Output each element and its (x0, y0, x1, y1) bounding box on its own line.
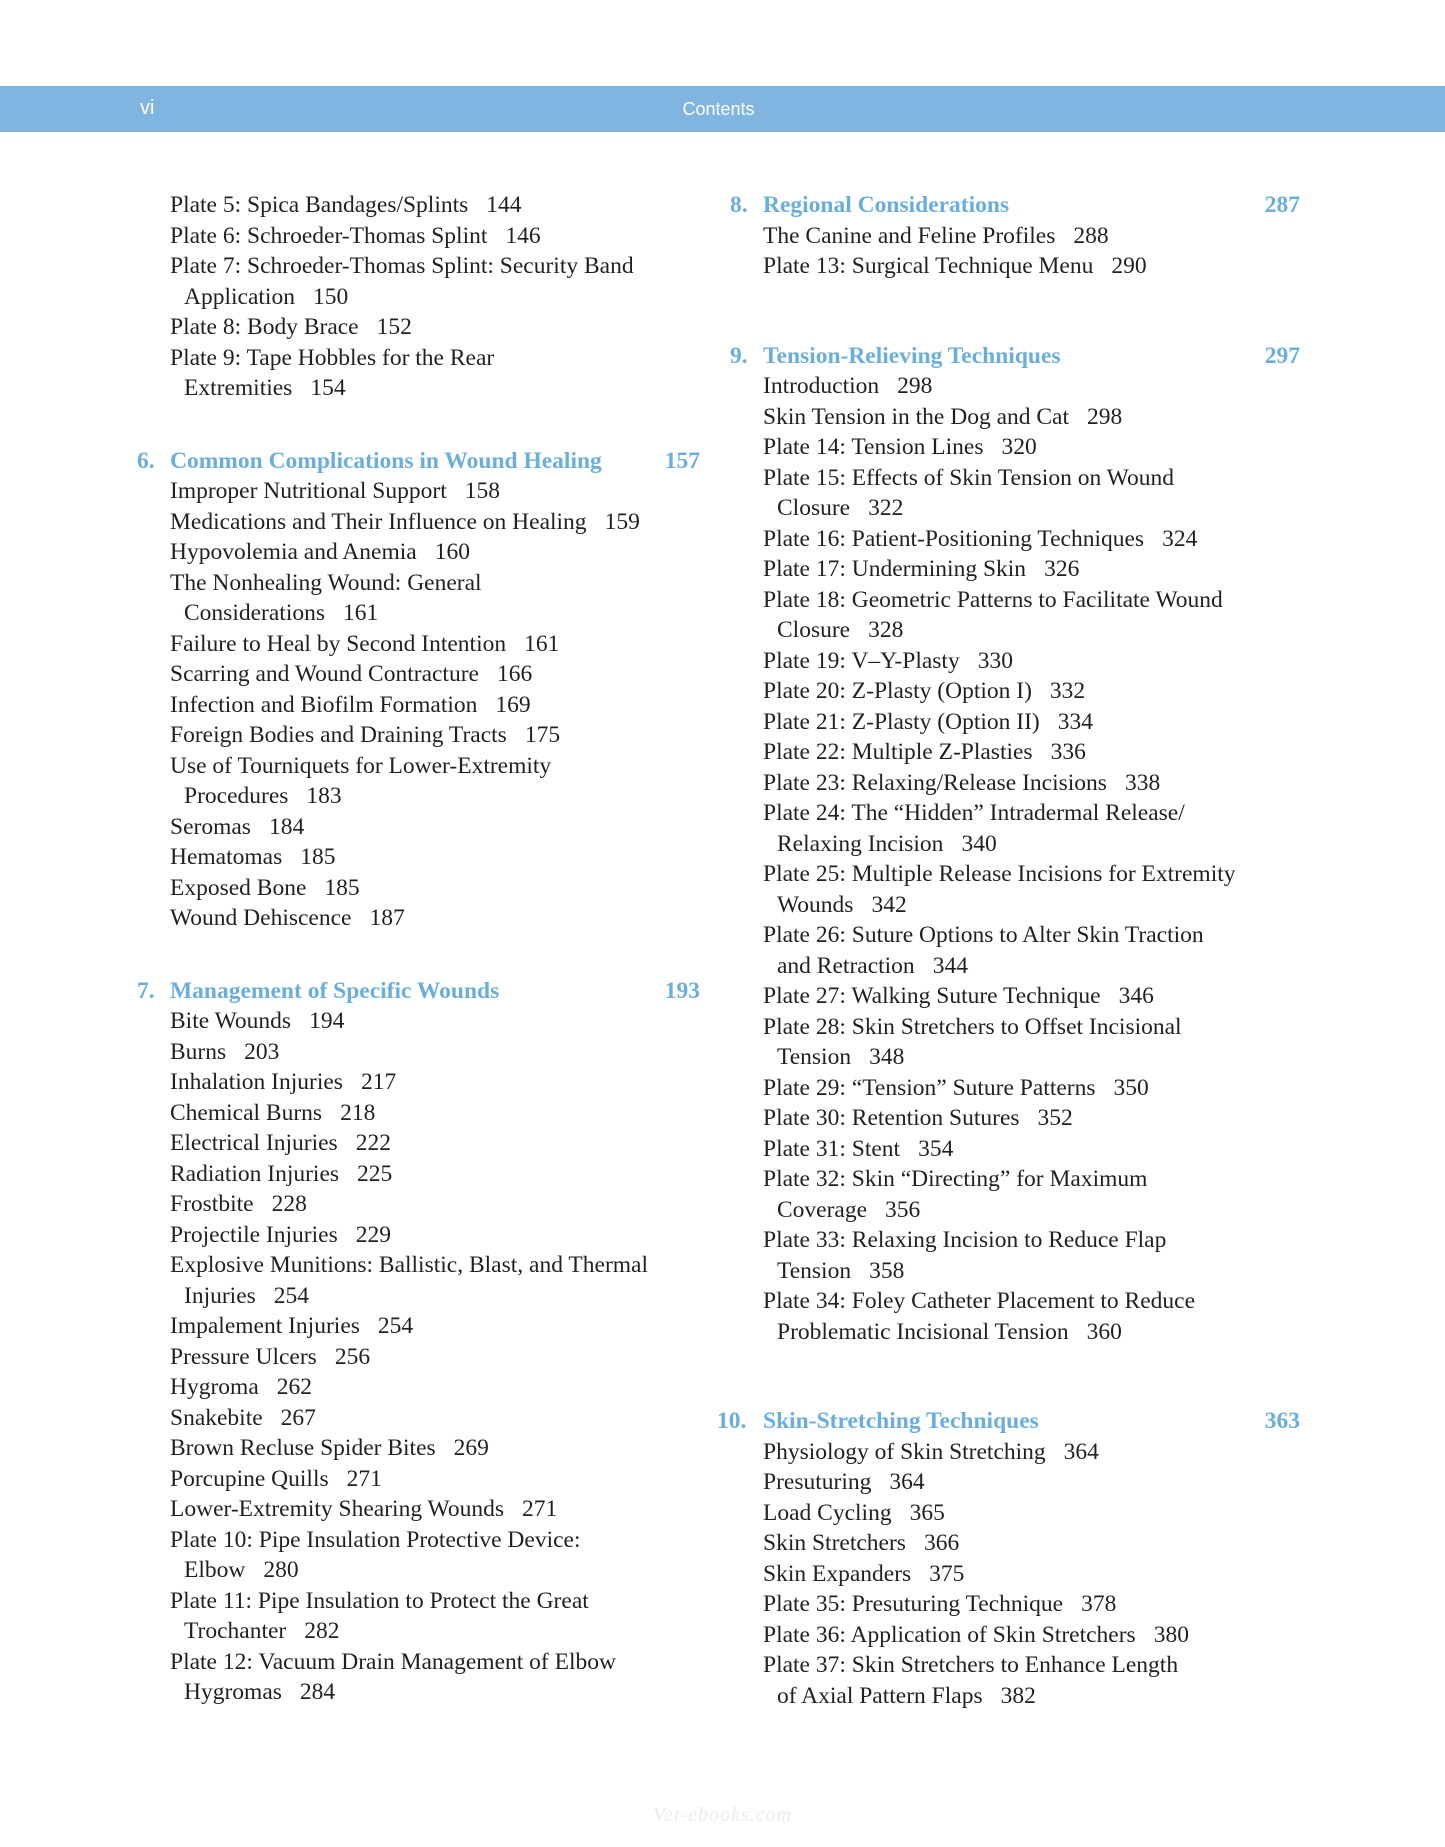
chapter-7-entries (137, 1006, 700, 1708)
toc-entry-title-continued: Relaxing Incision (777, 830, 944, 857)
toc-entry[interactable] (730, 402, 1300, 433)
toc-entry-title: Plate 15: Effects of Skin Tension on Wound (763, 464, 1174, 491)
toc-entry-title: Plate 26: Suture Options to Alter Skin Traction (763, 922, 1204, 948)
toc-entry-title: Plate 32: Skin “Directing” for Maximum (763, 1166, 1148, 1192)
toc-entry-page: 348 (869, 1044, 905, 1070)
toc-entry-title-continued: Elbow (184, 1557, 246, 1583)
right-column (717, 190, 1300, 1711)
chapter-title: Management of Specific Wounds (170, 977, 500, 1004)
chapter-number: 7. (137, 977, 155, 1004)
toc-entry[interactable] (730, 1164, 1300, 1225)
toc-entry[interactable] (137, 251, 700, 312)
toc-entry[interactable] (137, 1250, 700, 1311)
toc-entry-page: 146 (505, 222, 541, 249)
toc-entry[interactable] (730, 1103, 1300, 1134)
toc-entry-page: 187 (369, 905, 405, 931)
toc-entry-page: 334 (1057, 708, 1093, 735)
toc-entry[interactable] (730, 737, 1300, 768)
chapter-number: 8. (730, 192, 748, 218)
toc-entry[interactable] (137, 873, 700, 904)
toc-entry-title: Use of Tourniquets for Lower-Extremity (170, 752, 552, 779)
toc-entry-page: 217 (360, 1069, 397, 1095)
toc-entry[interactable] (137, 842, 700, 873)
toc-entry-page: 152 (376, 314, 412, 340)
toc-entry[interactable] (730, 1589, 1300, 1620)
toc-entry-title: Presuturing (763, 1469, 872, 1495)
toc-entry-page: 166 (496, 661, 533, 687)
chapter-9-heading[interactable] (730, 341, 1300, 372)
toc-entry-title: Impalement Injuries (170, 1313, 360, 1339)
toc-entry-title: Radiation Injuries (170, 1160, 340, 1187)
toc-entry[interactable] (730, 646, 1300, 677)
chapter-8-entries (730, 221, 1300, 282)
toc-entry[interactable] (730, 221, 1300, 252)
toc-entry-title-continued: Problematic Incisional Tension (777, 1318, 1069, 1345)
toc-entry-page: 380 (1153, 1621, 1189, 1648)
toc-entry[interactable] (137, 812, 700, 843)
toc-entry-page: 225 (357, 1160, 393, 1187)
toc-entry-page: 175 (524, 722, 561, 748)
chapter-8-heading[interactable] (730, 190, 1300, 221)
toc-entry[interactable] (730, 707, 1300, 738)
toc-entry[interactable] (137, 221, 700, 252)
toc-entry-title: Skin Expanders (763, 1560, 912, 1587)
toc-entry-page: 338 (1124, 769, 1161, 796)
toc-entry-title: Medications and Their Influence on Healing (170, 508, 587, 535)
watermark: Vet-ebooks.com (653, 1804, 792, 1826)
toc-entry-page: 288 (1073, 222, 1109, 249)
toc-entry[interactable] (730, 1073, 1300, 1104)
toc-entry-title: Introduction (763, 373, 880, 399)
toc-entry-page: 378 (1081, 1591, 1117, 1617)
toc-entry-page: 320 (1001, 434, 1037, 460)
toc-entry-page: 330 (977, 647, 1013, 674)
toc-entry-title: Plate 31: Stent (763, 1135, 901, 1162)
toc-entry-title: Plate 24: The “Hidden” Intradermal Release/ (763, 800, 1185, 826)
toc-entry-title: Exposed Bone (170, 874, 307, 901)
toc-entry-page: 340 (961, 830, 997, 857)
toc-entry-page: 169 (495, 691, 531, 718)
toc-entry-page: 382 (1000, 1682, 1036, 1709)
toc-entry-title: Plate 23: Relaxing/Release Incisions (763, 769, 1107, 796)
toc-entry-title: Porcupine Quills (170, 1465, 329, 1492)
toc-entry[interactable] (730, 1467, 1300, 1498)
toc-entry-page: 280 (263, 1557, 299, 1583)
chapter-7-heading[interactable] (137, 976, 700, 1007)
toc-entry-page: 271 (521, 1496, 558, 1522)
chapter-10-entries (730, 1437, 1300, 1712)
toc-entry-title: Plate 28: Skin Stretchers to Offset Incisional (763, 1013, 1182, 1040)
toc-entry-page: 222 (355, 1130, 391, 1156)
intro-entries (137, 190, 700, 404)
toc-entry-title: Skin Tension in the Dog and Cat (763, 403, 1070, 430)
toc-entry-page: 254 (273, 1282, 310, 1309)
toc-entry-page: 366 (923, 1530, 960, 1556)
toc-entry-title-continued: Closure (777, 495, 851, 521)
toc-entry[interactable] (137, 1311, 700, 1342)
toc-entry[interactable] (730, 768, 1300, 799)
toc-entry-title-continued: Injuries (184, 1282, 256, 1309)
toc-entry-title: Plate 17: Undermining Skin (763, 556, 1027, 582)
toc-entry[interactable] (137, 1586, 700, 1647)
toc-entry[interactable] (137, 568, 700, 629)
toc-entry[interactable] (730, 981, 1300, 1012)
toc-entry-page: 352 (1037, 1105, 1073, 1131)
toc-entry-title: Plate 16: Patient-Positioning Techniques (763, 525, 1145, 552)
toc-entry[interactable] (730, 251, 1300, 282)
toc-entry-page: 346 (1118, 983, 1154, 1009)
toc-entry-page: 336 (1050, 739, 1086, 765)
toc-entry[interactable] (137, 1067, 700, 1098)
toc-entry-page: 271 (346, 1465, 382, 1492)
toc-entry-title-continued: of Axial Pattern Flaps (777, 1682, 983, 1709)
toc-entry-page: 322 (868, 495, 904, 521)
toc-entry-title-continued: Application (184, 283, 295, 310)
toc-entry[interactable] (730, 1437, 1300, 1468)
left-column (137, 190, 700, 1708)
toc-entry-page: 154 (310, 375, 346, 401)
toc-entry-title: Electrical Injuries (170, 1130, 338, 1156)
toc-entry-page: 360 (1086, 1318, 1122, 1345)
toc-entry-title: Bite Wounds (170, 1008, 292, 1034)
toc-entry-title: Scarring and Wound Contracture (170, 661, 479, 687)
toc-entry-title: Wound Dehiscence (170, 905, 352, 931)
toc-entry[interactable] (137, 1433, 700, 1464)
toc-entry-title-continued: Closure (777, 617, 851, 643)
toc-entry-page: 358 (869, 1257, 905, 1284)
toc-entry[interactable] (730, 1650, 1300, 1711)
toc-entry-title-continued: Trochanter (184, 1618, 287, 1644)
toc-entry-title-continued: Tension (777, 1257, 852, 1284)
toc-entry-page: 160 (434, 539, 470, 565)
toc-entry-title: Plate 30: Retention Sutures (763, 1105, 1020, 1131)
toc-entry-page: 350 (1113, 1074, 1149, 1101)
toc-entry-page: 354 (918, 1135, 954, 1162)
chapter-title: Common Complications in Wound Healing (170, 447, 602, 474)
toc-entry-page: 342 (871, 891, 907, 918)
toc-entry-title: Plate 25: Multiple Release Incisions for Extremity (763, 861, 1236, 887)
toc-entry-page: 364 (889, 1469, 925, 1495)
toc-entry[interactable] (730, 1498, 1300, 1529)
toc-entry-title: Plate 9: Tape Hobbles for the Rear (170, 344, 495, 371)
chapter-title: Skin-Stretching Techniques (763, 1408, 1039, 1434)
toc-entry[interactable] (730, 1559, 1300, 1590)
toc-entry-page: 269 (453, 1435, 489, 1461)
toc-entry-title: Explosive Munitions: Ballistic, Blast, and Thermal (170, 1252, 649, 1278)
toc-entry-title: Plate 22: Multiple Z-Plasties (763, 739, 1033, 765)
toc-entry-title-continued: Considerations (184, 600, 325, 626)
toc-entry-page: 364 (1063, 1438, 1099, 1465)
toc-entry-page: 184 (268, 813, 305, 840)
toc-entry-title: The Canine and Feline Profiles (763, 222, 1056, 249)
toc-entry[interactable] (137, 1220, 700, 1251)
toc-entry-title: Skin Stretchers (763, 1530, 906, 1556)
toc-entry-page: 267 (280, 1404, 316, 1431)
toc-entry-page: 298 (897, 373, 933, 399)
toc-entry-title: Seromas (170, 813, 251, 840)
toc-entry-page: 183 (306, 783, 342, 809)
toc-entry[interactable] (137, 1037, 700, 1068)
toc-entry[interactable] (137, 476, 700, 507)
toc-entry-title: Plate 35: Presuturing Technique (763, 1591, 1064, 1617)
chapter-title: Tension-Relieving Techniques (763, 342, 1061, 369)
toc-entry[interactable] (137, 1159, 700, 1190)
toc-entry-page: 161 (524, 630, 560, 657)
chapter-page: 193 (664, 977, 700, 1004)
page-number: vi (140, 97, 155, 119)
toc-entry-title: Burns (170, 1038, 227, 1065)
toc-entry[interactable] (137, 1647, 700, 1708)
chapter-6-heading[interactable] (137, 446, 700, 477)
toc-entry[interactable] (730, 1528, 1300, 1559)
toc-entry-page: 365 (909, 1499, 945, 1526)
toc-entry[interactable] (730, 554, 1300, 585)
toc-entry-page: 194 (309, 1008, 345, 1034)
toc-entry-title: Plate 18: Geometric Patterns to Facilitate Wound (763, 586, 1223, 613)
toc-entry[interactable] (730, 432, 1300, 463)
toc-entry-title: Pressure Ulcers (170, 1343, 317, 1370)
toc-entry-page: 284 (299, 1679, 336, 1705)
toc-entry-page: 290 (1111, 253, 1147, 279)
toc-entry[interactable] (730, 859, 1300, 920)
toc-entry[interactable] (137, 1189, 700, 1220)
toc-entry-page: 144 (486, 192, 522, 218)
toc-entry-title-continued: Tension (777, 1044, 852, 1070)
toc-entry-page: 332 (1049, 678, 1086, 704)
toc-entry-page: 159 (604, 508, 640, 535)
toc-entry-title: Plate 33: Relaxing Incision to Reduce Flap (763, 1227, 1167, 1253)
toc-entry[interactable] (137, 1006, 700, 1037)
toc-entry-title: Plate 37: Skin Stretchers to Enhance Length (763, 1652, 1179, 1678)
chapter-number: 6. (137, 447, 155, 474)
toc-entry-title: Projectile Injuries (170, 1221, 338, 1248)
toc-entry[interactable] (137, 1403, 700, 1434)
toc-entry-page: 324 (1162, 525, 1198, 552)
toc-entry[interactable] (137, 1098, 700, 1129)
toc-entry-title: Plate 20: Z-Plasty (Option I) (763, 678, 1032, 704)
toc-entry[interactable] (137, 343, 700, 404)
toc-entry-page: 228 (271, 1191, 307, 1217)
toc-entry-title: Lower-Extremity Shearing Wounds (170, 1496, 504, 1522)
toc-entry-title: Foreign Bodies and Draining Tracts (170, 722, 507, 748)
toc-entry-title: Improper Nutritional Support (170, 478, 447, 504)
toc-entry-page: 185 (324, 874, 360, 901)
chapter-10-heading[interactable] (717, 1406, 1300, 1437)
chapter-6-entries (137, 476, 700, 934)
toc-entry-title: Hypovolemia and Anemia (170, 539, 417, 565)
toc-entry-title-continued: Hygromas (184, 1679, 282, 1705)
toc-entry-title-continued: Coverage (777, 1196, 868, 1223)
toc-entry-page: 344 (932, 952, 968, 979)
toc-entry-title: Plate 10: Pipe Insulation Protective Device: (170, 1526, 581, 1553)
toc-entry-title: Plate 11: Pipe Insulation to Protect the Great (170, 1587, 589, 1614)
toc-entry-title: Inhalation Injuries (170, 1069, 343, 1095)
toc-entry[interactable] (137, 1464, 700, 1495)
chapter-page: 297 (1264, 342, 1300, 369)
toc-entry[interactable] (730, 676, 1300, 707)
toc-entry-title: Plate 13: Surgical Technique Menu (763, 253, 1094, 279)
toc-entry-page: 203 (244, 1038, 280, 1065)
chapter-9-entries (730, 371, 1300, 1347)
toc-entry[interactable] (137, 1342, 700, 1373)
toc-entry[interactable] (137, 507, 700, 538)
toc-entry[interactable] (730, 1225, 1300, 1286)
toc-entry-page: 254 (377, 1313, 414, 1339)
toc-entry-title: Failure to Heal by Second Intention (170, 630, 507, 657)
toc-entry-page: 150 (312, 283, 349, 310)
toc-entry-title: Plate 29: “Tension” Suture Patterns (763, 1074, 1096, 1101)
toc-entry[interactable] (730, 920, 1300, 981)
toc-entry-page: 185 (300, 844, 336, 870)
toc-entry-title: Plate 19: V–Y-Plasty (763, 647, 960, 674)
toc-entry-title: Plate 36: Application of Skin Stretchers (763, 1621, 1136, 1648)
toc-entry-title: Plate 6: Schroeder-Thomas Splint (170, 222, 488, 249)
toc-entry[interactable] (730, 585, 1300, 646)
toc-entry-title: Hygroma (170, 1374, 259, 1400)
toc-entry-title-continued: Wounds (777, 891, 854, 918)
toc-entry[interactable] (730, 798, 1300, 859)
toc-entry-title: Frostbite (170, 1191, 254, 1217)
toc-entry-page: 262 (276, 1374, 313, 1400)
toc-entry-title: Plate 14: Tension Lines (763, 434, 984, 460)
toc-entry[interactable] (730, 1012, 1300, 1073)
chapter-number: 10. (717, 1408, 747, 1434)
toc-entry[interactable] (730, 1134, 1300, 1165)
toc-entry[interactable] (137, 537, 700, 568)
toc-entry-page: 356 (885, 1196, 921, 1223)
toc-entry-page: 161 (343, 600, 379, 626)
toc-entry-title: Hematomas (170, 844, 283, 870)
toc-entry[interactable] (137, 720, 700, 751)
toc-entry-page: 282 (304, 1618, 340, 1644)
toc-entry[interactable] (137, 1525, 700, 1586)
chapter-page: 363 (1264, 1408, 1300, 1434)
toc-entry[interactable] (730, 371, 1300, 402)
chapter-number: 9. (730, 342, 748, 369)
toc-entry[interactable] (137, 903, 700, 934)
toc-entry-page: 229 (355, 1221, 391, 1248)
toc-entry[interactable] (137, 751, 700, 812)
toc-entry[interactable] (730, 1620, 1300, 1651)
toc-entry-title: Physiology of Skin Stretching (763, 1438, 1046, 1465)
toc-entry-title-continued: and Retraction (777, 952, 915, 979)
toc-entry[interactable] (137, 190, 700, 221)
toc-entry-page: 256 (334, 1343, 371, 1370)
toc-entry-title: Plate 21: Z-Plasty (Option II) (763, 708, 1040, 735)
running-title: Contents (682, 99, 755, 119)
toc-entry-title: Chemical Burns (170, 1099, 323, 1126)
toc-entry-title: Plate 12: Vacuum Drain Management of Elbow (170, 1648, 616, 1675)
toc-entry-title: Plate 27: Walking Suture Technique (763, 983, 1101, 1009)
toc-entry[interactable] (137, 659, 700, 690)
toc-entry[interactable] (730, 524, 1300, 555)
toc-entry-title: Brown Recluse Spider Bites (170, 1435, 436, 1461)
toc-entry-title: The Nonhealing Wound: General (170, 569, 482, 596)
chapter-page: 287 (1264, 192, 1300, 218)
toc-entry-title: Plate 7: Schroeder-Thomas Splint: Security Band (170, 253, 634, 279)
toc-entry-title-continued: Extremities (184, 375, 293, 401)
toc-entry[interactable] (730, 1286, 1300, 1347)
toc-entry-title: Load Cycling (763, 1499, 892, 1526)
toc-entry-title: Infection and Biofilm Formation (170, 691, 478, 718)
toc-entry[interactable] (137, 690, 700, 721)
toc-entry[interactable] (137, 312, 700, 343)
toc-entry-page: 158 (464, 478, 500, 504)
toc-entry[interactable] (137, 629, 700, 660)
chapter-page: 157 (664, 447, 700, 474)
toc-entry-page: 326 (1044, 556, 1080, 582)
chapter-title: Regional Considerations (763, 192, 1010, 218)
toc-entry-title-continued: Procedures (184, 783, 289, 809)
toc-entry[interactable] (137, 1494, 700, 1525)
toc-entry-title: Plate 5: Spica Bandages/Splints (170, 192, 469, 218)
toc-entry-page: 298 (1087, 403, 1123, 430)
toc-entry[interactable] (137, 1128, 700, 1159)
toc-entry[interactable] (137, 1372, 700, 1403)
toc-entry[interactable] (730, 463, 1300, 524)
toc-entry-page: 218 (340, 1099, 376, 1126)
toc-entry-title: Snakebite (170, 1404, 263, 1431)
toc-entry-page: 375 (929, 1560, 965, 1587)
toc-entry-title: Plate 34: Foley Catheter Placement to Reduce (763, 1288, 1196, 1314)
toc-entry-page: 328 (868, 617, 904, 643)
toc-entry-title: Plate 8: Body Brace (170, 314, 359, 340)
